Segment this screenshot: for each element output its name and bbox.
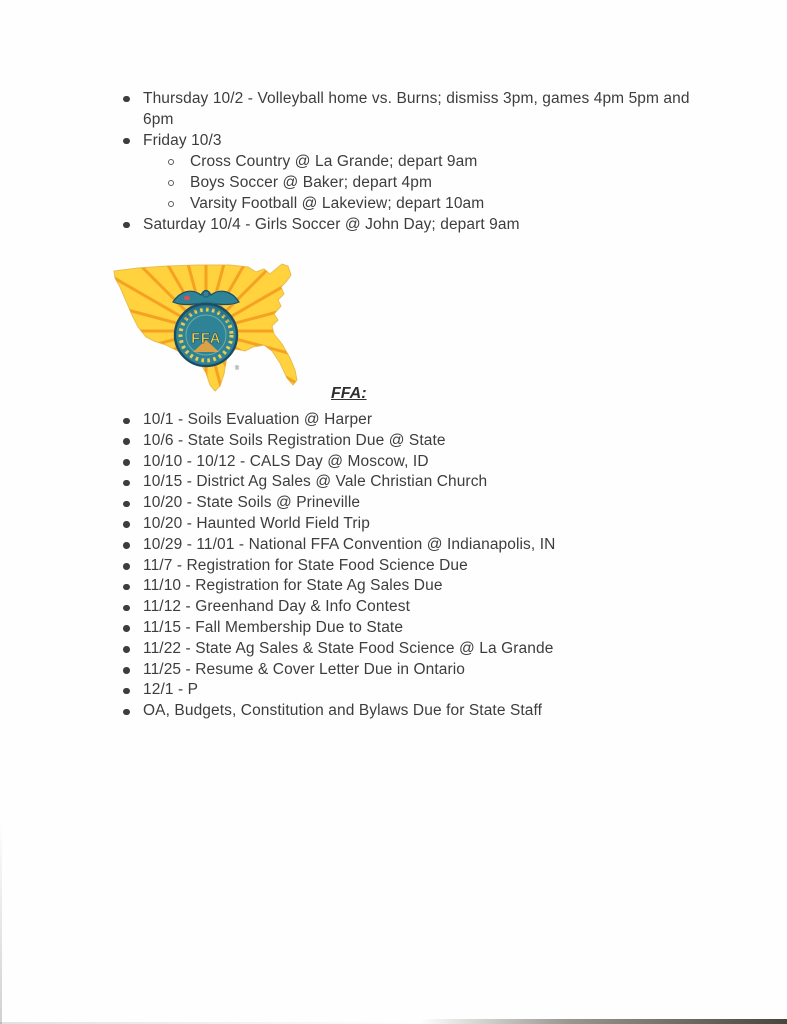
disc-bullet-icon bbox=[123, 501, 130, 508]
list-item bbox=[120, 493, 787, 514]
disc-bullet-icon bbox=[123, 459, 130, 466]
list-item bbox=[120, 193, 720, 214]
registered-trademark: ® bbox=[234, 366, 240, 372]
list-item bbox=[120, 576, 787, 597]
list-item bbox=[120, 680, 787, 701]
list-item-text: 11/25 - Resume & Cover Letter Due in Ontario bbox=[143, 660, 466, 678]
list-item-text: Boys Soccer @ Baker; depart 4pm bbox=[190, 174, 432, 191]
list-item-text: Thursday 10/2 - Volleyball home vs. Burns; dismiss 3pm, games 4pm 5pm and 6pm bbox=[143, 90, 690, 128]
emblem-text: FFA bbox=[191, 330, 221, 347]
circle-bullet-icon bbox=[168, 180, 174, 186]
list-item-text: 10/20 - Haunted World Field Trip bbox=[143, 514, 370, 532]
list-item-text: 10/1 - Soils Evaluation @ Harper bbox=[143, 411, 373, 428]
list-item-text: 10/10 - 10/12 - CALS Day @ Moscow, ID bbox=[143, 452, 429, 470]
disc-bullet-icon bbox=[123, 625, 130, 632]
disc-bullet-icon bbox=[123, 709, 130, 716]
list-item-text: 10/15 - District Ag Sales @ Vale Christian Church bbox=[143, 473, 488, 491]
list-item-text: 11/12 - Greenhand Day & Info Contest bbox=[143, 598, 410, 616]
list-item bbox=[120, 452, 787, 473]
list-item-text: Friday 10/3 bbox=[143, 132, 222, 149]
list-item bbox=[120, 639, 787, 660]
list-item bbox=[120, 88, 720, 130]
list-item bbox=[120, 535, 787, 556]
list-item-text: Varsity Football @ Lakeview; depart 10am bbox=[190, 195, 485, 212]
list-item-text: 11/10 - Registration for State Ag Sales Due bbox=[143, 577, 443, 595]
list-item bbox=[120, 556, 787, 577]
list-item bbox=[120, 172, 720, 193]
disc-bullet-icon bbox=[123, 418, 130, 425]
list-item bbox=[120, 151, 720, 172]
ffa-usa-logo-graphic bbox=[97, 257, 315, 394]
disc-bullet-icon bbox=[123, 563, 130, 570]
disc-bullet-icon bbox=[123, 542, 130, 549]
list-item bbox=[120, 618, 787, 639]
list-item bbox=[120, 431, 787, 452]
list-item bbox=[120, 597, 787, 618]
disc-bullet-icon bbox=[123, 584, 130, 591]
list-item bbox=[120, 410, 787, 431]
circle-bullet-icon bbox=[168, 159, 174, 165]
disc-bullet-icon bbox=[123, 521, 130, 528]
list-item-text: 10/6 - State Soils Registration Due @ State bbox=[143, 431, 446, 449]
flower-accent bbox=[184, 296, 190, 301]
list-item bbox=[120, 130, 720, 151]
list-item-text: 12/1 - P bbox=[143, 681, 199, 699]
list-item-text: Cross Country @ La Grande; depart 9am bbox=[190, 153, 478, 170]
disc-bullet-icon bbox=[123, 667, 130, 674]
disc-bullet-icon bbox=[123, 646, 130, 653]
list-item-text: 11/7 - Registration for State Food Science Due bbox=[143, 556, 468, 574]
athletics-schedule-list bbox=[120, 88, 720, 235]
scan-edge-left bbox=[0, 820, 2, 1024]
disc-bullet-icon bbox=[123, 605, 130, 612]
circle-bullet-icon bbox=[168, 201, 174, 207]
disc-bullet-icon bbox=[123, 480, 130, 487]
list-item bbox=[120, 214, 720, 235]
list-item-text: 11/22 - State Ag Sales & State Food Science @ La Grande bbox=[143, 639, 554, 657]
list-item bbox=[120, 472, 787, 493]
scan-edge-bottom-right bbox=[420, 1019, 787, 1024]
disc-bullet-icon bbox=[123, 138, 130, 145]
ffa-emblem bbox=[173, 291, 240, 373]
disc-bullet-icon bbox=[123, 222, 130, 229]
list-item-text: 10/20 - State Soils @ Prineville bbox=[143, 494, 361, 512]
list-item bbox=[120, 701, 787, 722]
list-item-text: Saturday 10/4 - Girls Soccer @ John Day; depart 9am bbox=[143, 216, 520, 233]
ffa-usa-logo bbox=[97, 257, 315, 394]
disc-bullet-icon bbox=[123, 688, 130, 695]
list-item bbox=[120, 660, 787, 681]
disc-bullet-icon bbox=[123, 96, 130, 103]
list-item bbox=[120, 514, 787, 535]
ffa-section-heading: FFA: bbox=[331, 385, 367, 402]
list-item-text: OA, Budgets, Constitution and Bylaws Due for State Staff bbox=[143, 702, 543, 720]
disc-bullet-icon bbox=[123, 438, 130, 445]
list-item-text: 11/15 - Fall Membership Due to State bbox=[143, 618, 404, 636]
ffa-events-list bbox=[120, 410, 787, 722]
list-item-text: 10/29 - 11/01 - National FFA Convention @ Indianapolis, IN bbox=[143, 535, 556, 553]
